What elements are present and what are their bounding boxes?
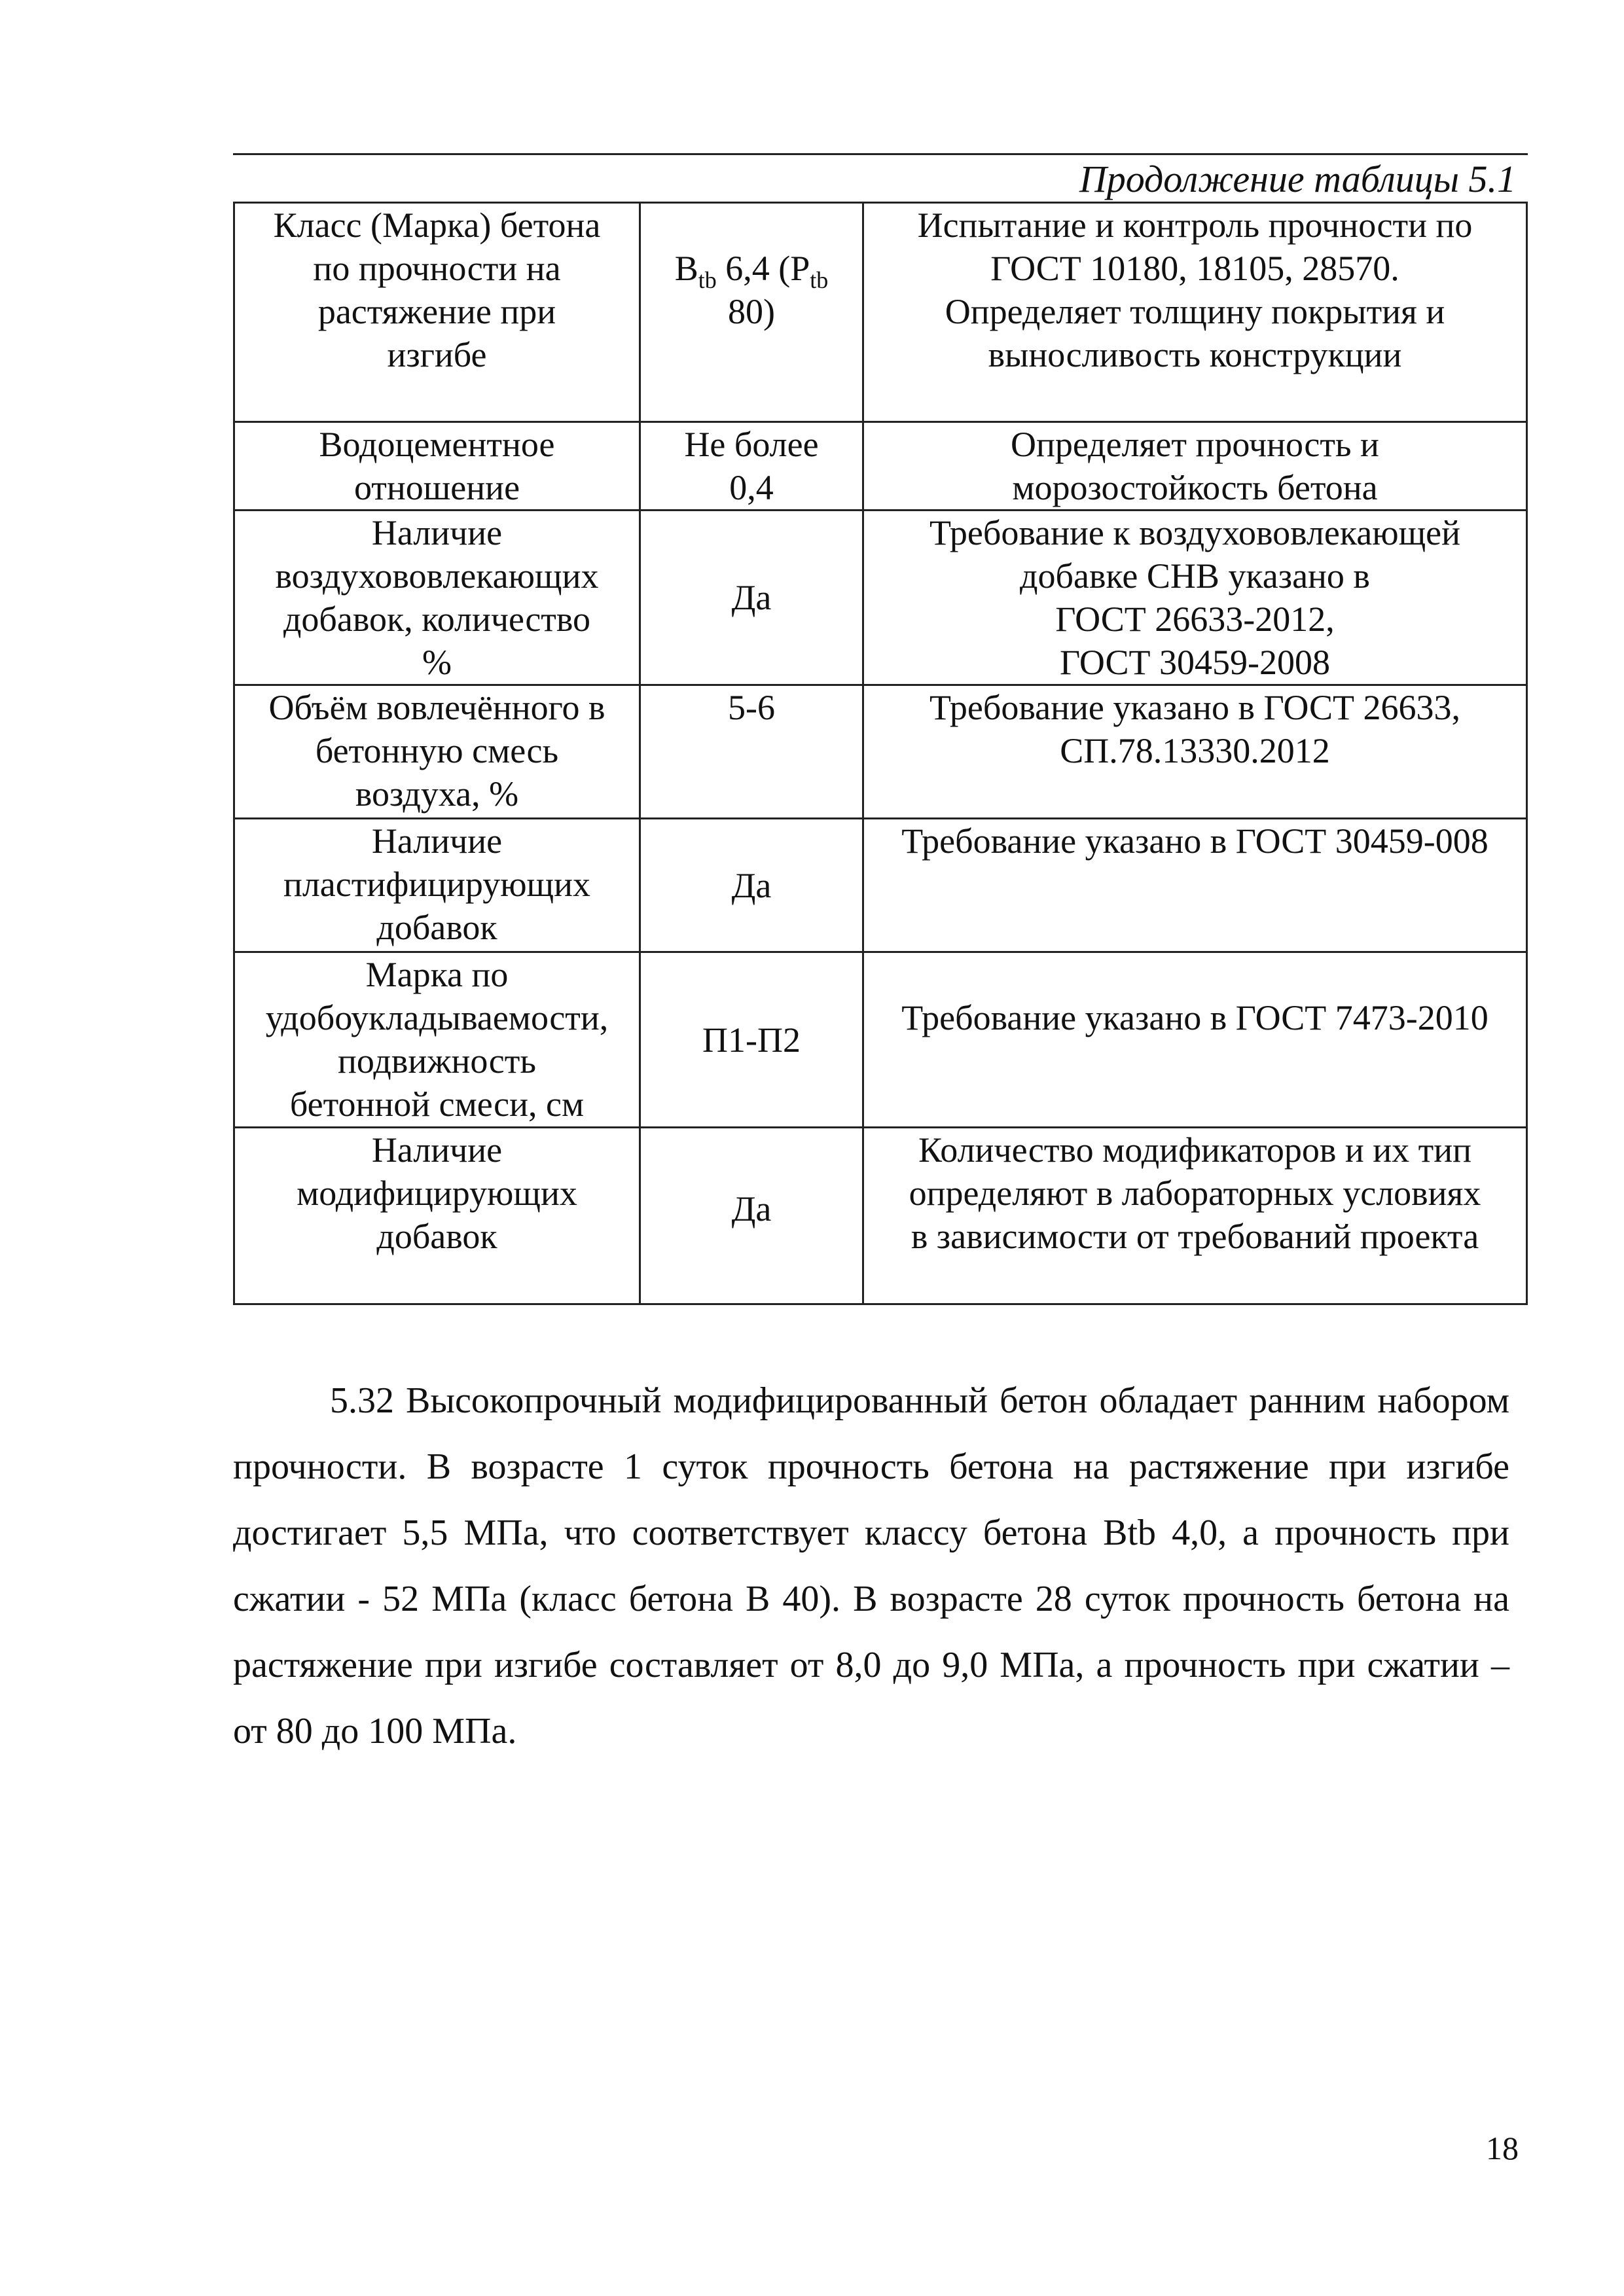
param-line: добавок [376,1217,497,1256]
param-line: Класс (Марка) бетона [273,206,601,245]
note-line: Определяет толщину покрытия и [945,292,1445,331]
body-paragraph: 5.32 Высокопрочный модифицированный бетон обладает ранним набором прочности. В возрасте 1 суток прочность бетона на растяжение при изгибе достигает 5,5 МПа, что соответствует классу бетона Btb 4,0, а прочность при сжатии - 52 МПа (класс бетона В 40). В возрасте 28 суток прочность бетона на растяжение при изгибе составляет от 8,0 до 9,0 МПа, а прочность при сжатии – от 80 до 100 МПа. [233,1380,1509,1751]
note-cell [863,511,1527,685]
param-line: изгибе [387,335,487,374]
note-line: Требование к воздухововлекающей [929,513,1461,552]
value-cell: Да [640,511,863,685]
table-caption: Продолжение таблицы 5.1 [1079,158,1516,200]
value-line: Да [731,1189,772,1229]
value-cell: 5-6 [640,685,863,819]
table-row [234,819,1527,952]
param-line: % [422,643,452,682]
param-line: Водоцементное [319,425,555,464]
note-line: Испытание и контроль прочности по [917,206,1473,245]
param-line: отношение [353,468,520,507]
note-cell [863,819,1527,952]
param-line: Объём вовлечённого в [268,688,605,727]
param-line: добавок, количество [283,600,591,639]
note-cell [863,685,1527,819]
value-line: 80) [728,292,775,331]
value-cell: П1-П2 [640,952,863,1128]
note-line: выносливость конструкции [988,335,1402,374]
note-line: добавке СНВ указано в [1020,556,1370,596]
param-line: бетонную смесь [315,731,559,770]
table-row [234,1128,1527,1304]
param-cell [234,1128,640,1304]
requirements-table [233,202,1528,1305]
param-cell [234,952,640,1128]
param-cell [234,203,640,422]
param-line: бетонной смеси, см [289,1085,585,1124]
note-line: ГОСТ 10180, 18105, 28570. [990,249,1399,288]
value-cell [640,422,863,511]
value-cell [640,1128,863,1304]
param-cell [234,819,640,952]
note-line: ГОСТ 30459-2008 [1059,643,1330,682]
table-row [234,685,1527,819]
param-line: Наличие [371,821,503,861]
table-row [234,422,1527,511]
param-cell [234,511,640,685]
param-line: Марка по [365,955,509,994]
param-line: растяжение при [317,292,556,331]
table-row [234,203,1527,422]
note-line: Количество модификаторов и их тип [918,1130,1472,1170]
note-line: морозостойкость бетона [1012,468,1378,507]
table-row [234,511,1527,685]
param-line: по прочности на [313,249,561,288]
param-line: воздуха, % [355,774,519,814]
param-line: Наличие [371,513,503,552]
note-line: ГОСТ 26633-2012, [1055,600,1335,639]
page-number: 18 [1486,2130,1519,2166]
note-cell [863,952,1527,1128]
note-line: Требование указано в ГОСТ 7473-2010 [901,998,1489,1037]
param-line: добавок [376,908,497,947]
note-line: определяют в лабораторных условиях [909,1174,1481,1213]
note-cell [863,1128,1527,1304]
value-line: $B_{tb}$ 6,4 ($P_{tb}$ [674,249,829,293]
note-line: Определяет прочность и [1011,425,1379,464]
note-cell [863,203,1527,422]
note-line: в зависимости от требований проекта [911,1217,1479,1256]
value-line: Не более [684,425,819,464]
header-rule [233,153,1528,155]
param-line: модифицирующих [297,1174,577,1213]
param-line: подвижность [338,1041,536,1081]
note-line: Требование указано в ГОСТ 30459-008 [901,821,1489,861]
value-line: 0,4 [729,468,774,507]
param-line: пластифицирующих [283,865,591,904]
param-line: удобоукладываемости, [265,998,609,1037]
note-line: Требование указано в ГОСТ 26633, [929,688,1460,727]
param-cell [234,422,640,511]
value-cell: Да [640,819,863,952]
value-cell [640,203,863,422]
table-row [234,952,1527,1128]
param-line: воздухововлекающих [275,556,599,596]
param-cell [234,685,640,819]
note-cell [863,422,1527,511]
param-line: Наличие [371,1130,503,1170]
note-line: СП.78.13330.2012 [1060,731,1330,770]
